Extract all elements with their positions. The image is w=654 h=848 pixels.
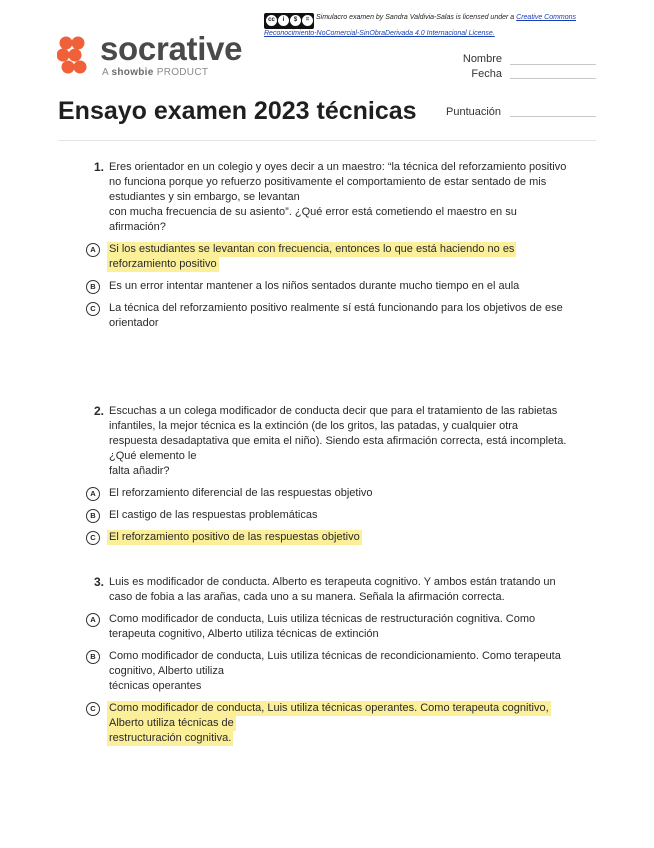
option-b-circle-icon: B [86,509,100,523]
option-text: El castigo de las respuestas problemáticas [109,509,318,521]
option-text: Es un error intentar mantener a los niños sentados durante mucho tiempo en el aula [109,280,520,292]
license-text: Simulacro examen by Sandra Valdivia-Salas is licensed under a [316,14,515,21]
option-b[interactable] [86,279,586,294]
option-c[interactable] [86,530,586,545]
option-b-circle-icon: B [86,280,100,294]
option-c-circle-icon: C [86,702,100,716]
option-text: Como modificador de conducta, Luis utiliza técnicas de recondicionamiento. Como terapeuta cognitivo, Alberto utiliza técnicas operantes [109,650,561,692]
score-label: Puntuación [446,106,502,118]
option-b-circle-icon: B [86,650,100,664]
date-label: Fecha [471,68,502,80]
socrative-hexagon-logo-icon [57,36,97,76]
option-text: El reforzamiento diferencial de las respuestas objetivo [109,487,373,499]
name-label: Nombre [462,53,502,65]
question-text: Eres orientador en un colegio y oyes decir a un maestro: “la técnica del reforzamiento positivo no funciona porque yo refuerzo positivamente el comportamiento de estar sentado de mis estudiantes y sin embargo, se levantan con mucha frecuencia de su asiento”. ¿Qué error está cometiendo el maestro en su afirmación? [109,161,567,233]
title-divider [58,140,596,141]
option-text-highlighted: El reforzamiento positivo de las respuestas objetivo [109,531,360,543]
option-text-highlighted: Si los estudiantes se levantan con frecuencia, entonces lo que está haciendo no es reforzamiento positivo [109,243,515,270]
question-text: Luis es modificador de conducta. Alberto es terapeuta cognitivo. Y ambos están tratando un caso de fobia a las arañas, cada uno a su manera. Señala la afirmación correcta. [109,576,556,603]
question-1 [86,160,586,331]
page-title: Ensayo examen 2023 técnicas [58,97,417,125]
option-c-circle-icon: C [86,302,100,316]
option-a[interactable] [86,242,586,272]
question-number: 2. [93,404,104,418]
question-2 [86,404,586,545]
option-text: La técnica del reforzamiento positivo realmente sí está funcionando para los objetivos de ese orientador [109,302,563,329]
question-3 [86,575,586,746]
option-a-circle-icon: A [86,243,100,257]
question-number: 3. [93,575,104,589]
question-text: Escuchas a un colega modificador de conducta decir que para el tratamiento de las rabietas infantiles, la mejor técnica es la extinción (de los gritos, las patadas, y cualquier otra respuesta desadaptativa que emita el niño). Siendo esta afirmación correcta, está incompleta. ¿Qué elemento le falta añadir? [109,405,567,477]
option-b[interactable] [86,508,586,523]
option-text: Como modificador de conducta, Luis utiliza técnicas de restructuración cognitiva. Como terapeuta cognitivo, Alberto utiliza técnicas de extinción [109,613,536,640]
logo-wordmark: socrative [100,30,243,67]
license-notice [264,13,614,38]
option-text-highlighted: Como modificador de conducta, Luis utiliza técnicas operantes. Como terapeuta cognitivo, Alberto utiliza técnicas de restructuración cognitiva. [109,702,549,744]
option-c-circle-icon: C [86,531,100,545]
option-a-circle-icon: A [86,487,100,501]
score-field[interactable] [510,116,596,117]
license-name-link[interactable]: Reconocimiento-NoComercial-SinObraDerivada 4.0 Internacional License. [264,30,495,37]
option-a[interactable] [86,612,586,642]
option-a-circle-icon: A [86,613,100,627]
cc-license-badge-icon: cc i $ = [264,13,314,29]
option-c[interactable] [86,301,586,331]
question-number: 1. [93,160,104,174]
option-a[interactable] [86,486,586,501]
name-field[interactable] [510,64,596,65]
date-field[interactable] [510,78,596,79]
license-link[interactable]: Creative Commons [516,14,577,21]
option-b[interactable] [86,649,586,694]
option-c[interactable] [86,701,586,746]
logo-subtitle: A showbie PRODUCT [102,67,209,78]
